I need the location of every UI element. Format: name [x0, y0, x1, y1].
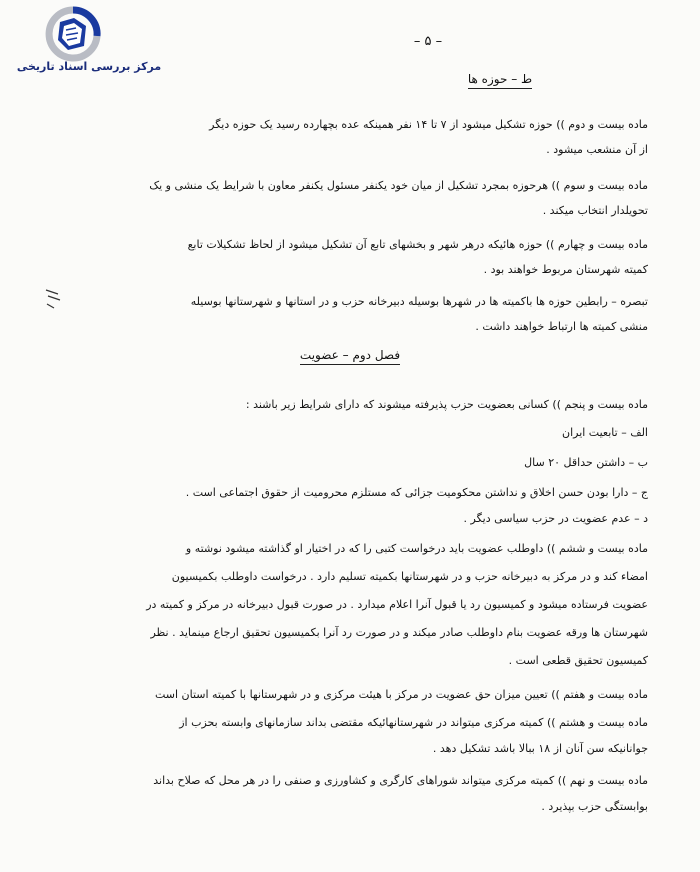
- section-title-ta-text: ط – حوزه ها: [468, 72, 532, 89]
- document-line: عضویت فرستاده میشود و کمیسیون رد یا قبول آنرا اعلام میدارد . در صورت قبول دبیرخانه در مرکز و کمیته در: [146, 598, 648, 611]
- document-line: ماده بیست و سوم )) هرحوزه بمجرد تشکیل از میان خود یکنفر مسئول یکنفر معاون با شرایط یک منشی و یک: [149, 179, 648, 192]
- document-line: ماده بیست و هشتم )) کمیته مرکزی میتواند در شهرستانهائیکه مقتضی بداند سازمانهای وابسته بحزب از: [179, 716, 648, 729]
- document-line: امضاء کند و در مرکز به دبیرخانه حزب و در شهرستانها بکمیته تسلیم دارد . درخواست داوطلب بکمیسیون: [171, 570, 648, 583]
- document-line: ماده بیست و نهم )) کمیته مرکزی میتواند شوراهای کارگری و کشاورزی و صنفی را در هر محل که صلاح بداند: [153, 774, 648, 787]
- logo-text: مرکز بررسی اسناد تاریخی: [16, 60, 162, 73]
- page-number: – ۵ –: [413, 34, 443, 49]
- document-line: ج – دارا بودن حسن اخلاق و نداشتن محکومیت جزائی که مستلزم محرومیت از حقوق اجتماعی است .: [185, 486, 648, 499]
- document-line: الف – تابعیت ایران: [561, 426, 648, 439]
- document-line: کمیته شهرستان مربوط خواهند بود .: [483, 263, 648, 276]
- document-line: ب – داشتن حداقل ۲۰ سال: [524, 456, 648, 469]
- section-title-ta: [400, 72, 600, 86]
- document-line: از آن منشعب میشود .: [546, 143, 648, 156]
- document-line: ماده بیست و چهارم )) حوزه هائیکه درهر شهر و بخشهای تابع آن تشکیل میشود از لحاظ تشکیلات تابع: [187, 238, 648, 251]
- document-line: تحویلدار انتخاب میکند .: [542, 204, 648, 217]
- document-line: ماده بیست و هفتم )) تعیین میزان حق عضویت در مرکز با هیئت مرکزی و در شهرستانها با کمیته استان است: [154, 688, 648, 701]
- document-line: کمیسیون تحقیق قطعی است .: [508, 654, 648, 667]
- section-title-ya: [290, 348, 410, 362]
- section-title-ya-text: فصل دوم – عضویت: [300, 348, 400, 365]
- document-line: شهرستان ها ورقه عضویت بنام داوطلب صادر میکند و در صورت رد آنرا بکمیسیون تحقیق ارجاع مینماید . نظر: [150, 626, 648, 639]
- document-line: جوانانیکه سن آنان از ۱۸ ببالا باشد تشکیل دهد .: [432, 742, 648, 755]
- document-line: د – عدم عضویت در حزب سیاسی دیگر .: [463, 512, 648, 525]
- handwritten-mark-icon: [42, 286, 64, 312]
- document-line: تبصره – رابطین حوزه ها باکمیته ها در شهرها بوسیله دبیرخانه حزب و در استانها و شهرستانها بوسیله: [190, 295, 648, 308]
- archive-logo: [4, 6, 174, 78]
- document-line: بوابستگی حزب بپذیرد .: [541, 800, 648, 813]
- document-line: ماده بیست و دوم )) حوزه تشکیل میشود از ۷ تا ۱۴ نفر همینکه عده بچهارده رسید یک حوزه دیگر: [209, 118, 648, 131]
- document-line: ماده بیست و ششم )) داوطلب عضویت باید درخواست کتبی را که در اختیار او گذاشته میشود نوشته و: [185, 542, 648, 555]
- document-line: ماده بیست و پنجم )) کسانی بعضویت حزب پذیرفته میشوند که دارای شرایط زیر باشند :: [245, 398, 648, 411]
- document-line: منشی کمیته ها ارتباط خواهند داشت .: [475, 320, 648, 333]
- document-archive-logo-icon: [38, 6, 108, 62]
